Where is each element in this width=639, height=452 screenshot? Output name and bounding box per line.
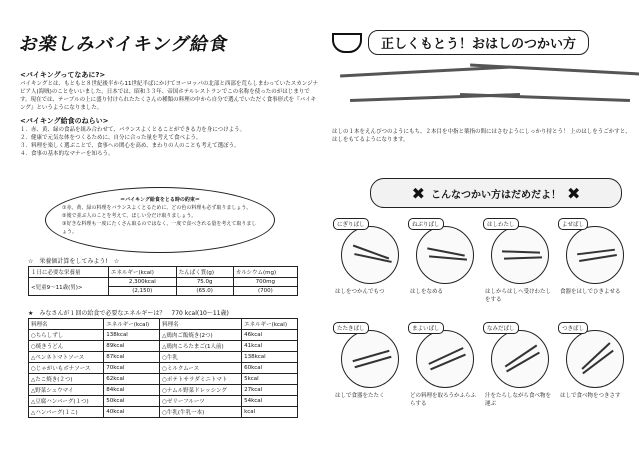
bad-use-caption: はしをつかんでもつ [335,289,385,295]
table-cell: <児童9〜11歳(男)> [29,278,109,296]
table-cell: △たこ焼き(２つ) [29,374,104,385]
banner-text: こんなつかい方はだめだよ！ [431,189,561,201]
chopstick-icon [470,64,639,76]
table-cell: (65.0) [176,287,233,296]
left-page [17,30,320,158]
table-cell: 41kcal [242,341,298,352]
table-cell: ○ゼリーフルーツ [160,396,242,407]
table-cell: 60kcal [242,363,298,374]
bad-use-card [483,322,558,422]
bad-use-card [333,218,408,318]
table-row [29,341,298,352]
right-header [332,30,632,55]
rules-oval [45,187,275,253]
table-cell: △豆腐ハンバーグ(１つ) [29,396,104,407]
bad-use-caption: 食器をはしでひきよせる [560,289,621,295]
table-header: エネルギー(kcal) [104,319,160,330]
illustration [341,330,399,388]
table-cell: ○ちらしずし [29,330,104,341]
table-row [29,363,298,374]
bad-use-card [483,218,558,318]
table-cell: ○ナムル野菜ドレッシング [160,385,242,396]
warning-banner [370,178,622,208]
table-header: カルシウム(mg) [233,267,297,278]
list-item: ③好きな料理も一度にたくさん取るのではなく、一度で食べきれる量を考えて取りましょう。 [62,221,257,235]
bad-use-label: たたきばし [333,322,369,334]
rice-bowl-icon [332,33,362,53]
table-cell: 62kcal [104,374,160,385]
energy-table [28,318,298,418]
table-cell: △鶏肉ころたまご(1人前) [160,341,242,352]
table-cell: ○焼きうどん [29,341,104,352]
chopstick-icon [460,93,630,102]
bad-uses-grid-row2 [333,322,633,422]
list-item: ４．食事の基本的なマナーを知ろう。 [20,151,114,157]
table-cell: 75.0g [176,278,233,287]
illustration [566,330,624,388]
section-text: バイキングとは、もともと８世紀後半から11世紀半ばにかけてヨーロッパの北部と西部を荒らしまわっていたスカンジナビア人(海賊)のことをいいました。日本では、昭和３３年、帝国ホテルレストランでこの名称を使ったのがはじまりです。現在では、テーブルの上に盛り付けられたたくさんの種類の料理の中から自分で選んでいただく食事形式を『バイキング』というようになりました。 [20,81,319,111]
table-cell: 46kcal [242,330,298,341]
list-item: ２．健康で元気な体をつくるために、自分に合った量を考えて食べよう。 [20,135,202,141]
list-item: １．赤、黄、緑の食品を組み合わせて、バランスよくとることができる力を身につけよう。 [20,127,246,133]
table-cell: 2,300kcal [108,278,176,287]
bad-use-caption: はしをなめる [410,289,444,295]
table-cell: 27kcal [242,385,298,396]
table-row [29,352,298,363]
table-cell: ○牛乳 [160,352,242,363]
table-header: たんぱく質(g) [176,267,233,278]
table-cell: 5kcal [242,374,298,385]
bad-use-card [558,218,633,318]
list-item: ３．料理を楽しく選ぶことで、食事への関心を高め、まわりの人のことも考えて選ぼう。 [20,143,240,149]
chopstick-icon [502,250,540,253]
table-cell: 50kcal [104,396,160,407]
table-cell: △ペンネトマトソース [29,352,104,363]
illustration [491,330,549,388]
chopstick-icon [579,254,617,262]
page-title: お楽しみバイキング給食 [17,34,231,55]
table-cell: ○じゃがいもボナソース [29,363,104,374]
table-cell: 89kcal [104,341,160,352]
bad-use-card [333,322,408,422]
page-title: 正しくもとう！おはしのつかい方 [368,30,589,55]
bad-use-card [558,322,633,422]
table-cell: 138kcal [242,352,298,363]
bad-use-label: はしわたし [483,218,519,230]
bad-use-label: ねぶりばし [408,218,444,230]
table-header: １日に必要な栄養量 [29,267,109,278]
illustration [416,330,474,388]
right-page [332,8,632,55]
holding-instructions: はしの１本をえんぴつのようにもち、２本目を中指と薬指の間にはさむようにしっかり持とう！ 上のはしをうごかすと、はしをもてるようになります。 [332,129,631,143]
list-item: ②後で並ぶ人のことを考えて、ほしい分だけ取りましょう。 [62,213,197,219]
table-cell: 54kcal [242,396,298,407]
table-cell: △鶏肉ご飯焼き(2つ) [160,330,242,341]
cross-icon: ✖ [411,183,425,203]
bad-use-card [408,322,483,422]
bad-uses-grid-row1 [333,218,633,318]
bad-use-label: まよいばし [408,322,444,334]
energy-table-title: ★ みなさんが１回の給食で必要なエネルギーは？ 770 kcal(10〜11歳) [28,310,229,317]
section-heading: <バイキングってなあに?> [20,71,106,79]
bad-use-caption: どの料理を取ろうかふらふらする [410,393,477,407]
table-header: エネルギー(kcal) [242,319,298,330]
illustration [416,226,474,284]
bad-use-label: つきばし [558,322,588,334]
table-row [29,374,298,385]
chopstick-icon [504,256,542,259]
table-cell: ○ミルクムース [160,363,242,374]
table-cell: △野菜シュウマイ [29,385,104,396]
table-cell: ○ポテトサラダミニトマト [160,374,242,385]
bad-use-label: にぎりばし [333,218,369,230]
table-cell: △ハンバーグ(１こ) [29,407,104,418]
nutrition-table [28,266,298,296]
rules-title: ＝バイキング給食をとる時の約束＝ [120,197,200,203]
list-item: ①赤、黄、緑の料理をバランスよくとるために、どの色の料理も必ず取りましょう。 [62,205,252,211]
table-cell: 700mg [233,278,297,287]
table-row [29,407,298,418]
table-cell: 70kcal [104,363,160,374]
aims-list [20,126,320,158]
illustration [341,226,399,284]
table-cell: 87kcal [104,352,160,363]
table-cell: 84kcal [104,385,160,396]
table-cell: ○牛乳(牛乳一本) [160,407,242,418]
table-row [29,330,298,341]
bad-use-label: なみだばし [483,322,519,334]
bad-use-card [408,218,483,318]
bad-use-caption: はしからはしへ受けわたしをする [485,289,552,303]
calc-title: ☆ 栄養価計算をしてみよう! ☆ [28,258,120,265]
table-cell: kcal [242,407,298,418]
bad-use-label: よせばし [558,218,588,230]
table-cell: 40kcal [104,407,160,418]
table-row [29,396,298,407]
table-row [29,385,298,396]
table-header: エネルギー(kcal) [108,267,176,278]
section-heading: <バイキング給食のねらい> [20,117,109,125]
bad-use-caption: 汁をたらしながら食べ物を運ぶ [485,393,552,407]
table-cell: (2,150) [108,287,176,296]
bad-use-caption: はしで食器をたたく [335,393,385,399]
table-header: 料理名 [29,319,104,330]
table-cell: 138kcal [104,330,160,341]
illustration [566,226,624,284]
cross-icon: ✖ [567,183,581,203]
table-cell: (700) [233,287,297,296]
table-header: 料理名 [160,319,242,330]
bad-use-caption: はしで食べ物をつきさす [560,393,621,399]
illustration [491,226,549,284]
